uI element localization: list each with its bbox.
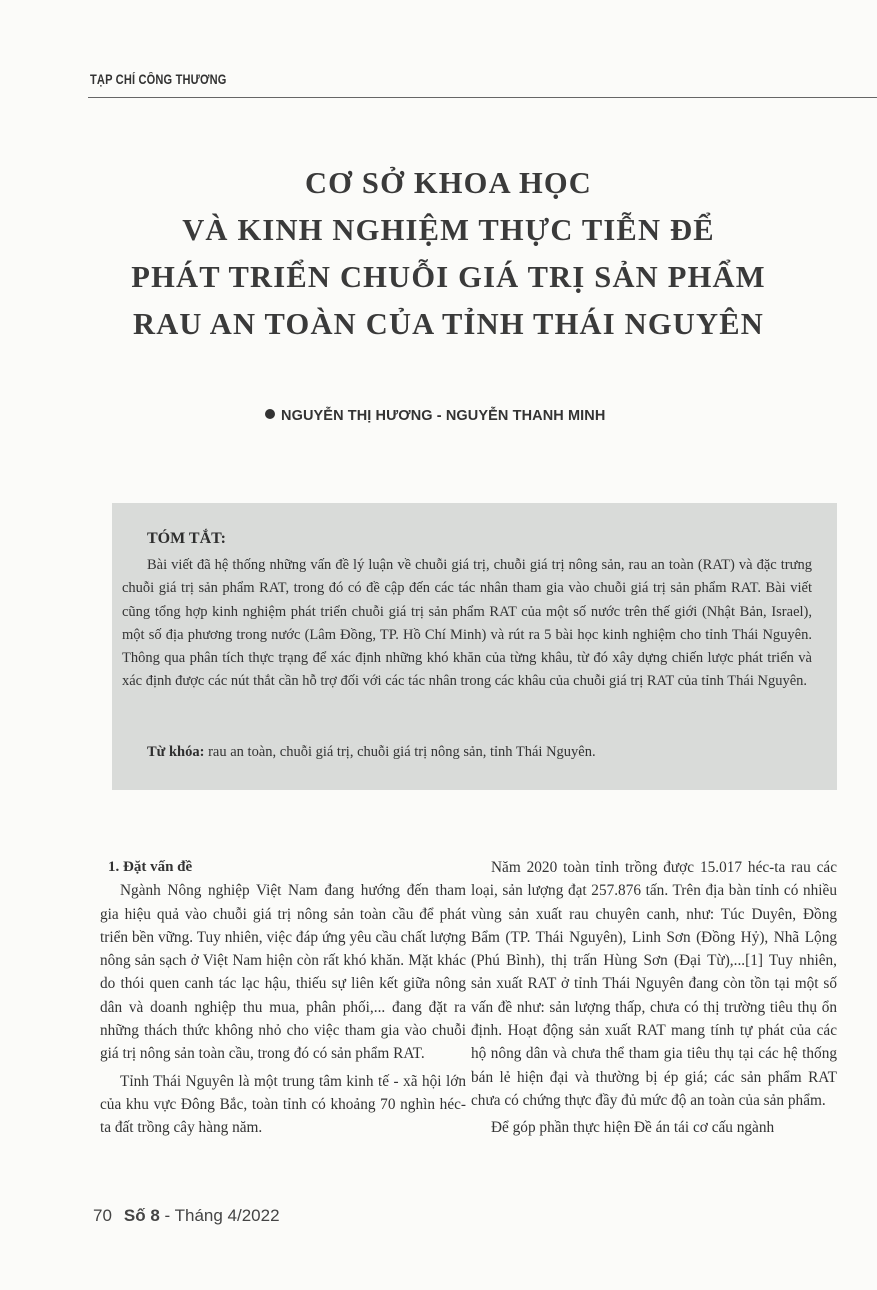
journal-header: TẠP CHÍ CÔNG THƯƠNG: [90, 72, 227, 87]
issue-date: - Tháng 4/2022: [159, 1206, 280, 1225]
header-rule: [88, 97, 877, 98]
issue-label: Số 8: [123, 1206, 160, 1225]
author-names: NGUYỄN THỊ HƯƠNG - NGUYỄN THANH MINH: [281, 408, 606, 424]
abstract-text: Bài viết đã hệ thống những vấn đề lý luận về chuỗi giá trị, chuỗi giá trị nông sản, rau an toàn (RAT) và đặc trưng chuỗi giá trị sản phẩm RAT, trong đó có đề cập đến các tác nhân tham gia vào chuỗi giá trị sản phẩm RAT. Bài viết cũng tổng hợp kinh nghiệm phát triển chuỗi giá trị sản phẩm RAT của một số nước trên thế giới (Nhật Bản, Israel), một số địa phương trong nước (Lâm Đồng, TP. Hồ Chí Minh) và rút ra 5 bài học kinh nghiệm cho tỉnh Thái Nguyên. Thông qua phân tích thực trạng để xác định những khó khăn của từng khâu, từ đó xây dựng chiến lược phát triển và xác định được các nút thắt cần hỗ trợ đối với các tác nhân trong các khâu của chuỗi giá trị RAT của tỉnh Thái Nguyên.: [122, 557, 812, 690]
paragraph: Ngành Nông nghiệp Việt Nam đang hướng đến tham gia hiệu quả vào chuỗi giá trị nông sản toàn cầu để phát triển bền vững. Tuy nhiên, việc đáp ứng yêu cầu chất lượng nông sản sạch ở Việt Nam hiện còn rất khó khăn. Mặt khác do thói quen canh tác lạc hậu, thiếu sự liên kết giữa nông dân và doanh nghiệp thu mua, phân phối,... đang đặt ra những thách thức không nhỏ cho việc tham gia vào chuỗi giá trị nông sản toàn cầu, trong đó có sản phẩm RAT.: [100, 882, 466, 1063]
title-line: PHÁT TRIỂN CHUỖI GIÁ TRỊ SẢN PHẨM: [131, 260, 766, 294]
abstract-heading: TÓM TẮT:: [147, 530, 226, 547]
paragraph: Để góp phần thực hiện Đề án tái cơ cấu ngành: [491, 1119, 775, 1137]
keywords: [147, 741, 817, 764]
title-line: RAU AN TOÀN CỦA TỈNH THÁI NGUYÊN: [132, 307, 764, 341]
bullet-icon: [265, 409, 275, 419]
right-column: [471, 856, 837, 1144]
page-footer: [93, 1206, 280, 1226]
paragraph: Năm 2020 toàn tỉnh trồng được 15.017 héc-ta rau các loại, sản lượng đạt 257.876 tấn. Trên địa bàn tỉnh có nhiều vùng sản xuất rau chuyên canh, như: Túc Duyên, Đồng Bẩm (TP. Thái Nguyên), Linh Sơn (Đồng Hỷ), Nhã Lộng (Phú Bình), thị trấn Hùng Sơn (Đại Từ),...[1] Tuy nhiên, sản xuất RAT ở tỉnh Thái Nguyên đang còn tồn tại một số vấn đề như: sản lượng thấp, chưa có thị trường tiêu thụ ổn định. Hoạt động sản xuất RAT mang tính tự phát của các hộ nông dân và chưa thể tham gia tiêu thụ tại các hệ thống bán lẻ hiện đại và thường bị ép giá; các sản phẩm RAT chưa có chứng thực đầy đủ mức độ an toàn của sản phẩm.: [471, 859, 837, 1109]
left-column: [100, 856, 466, 1144]
title-line: VÀ KINH NGHIỆM THỰC TIỄN ĐỂ: [182, 213, 715, 247]
author-line: [265, 408, 605, 424]
section-heading: 1. Đặt vấn đề: [108, 859, 193, 875]
title-line: CƠ SỞ KHOA HỌC: [304, 166, 593, 200]
keywords-label: Từ khóa:: [147, 744, 205, 760]
page-number: 70: [93, 1206, 112, 1225]
keywords-text: rau an toàn, chuỗi giá trị, chuỗi giá trị nông sản, tỉnh Thái Nguyên.: [204, 744, 596, 760]
paragraph: Tỉnh Thái Nguyên là một trung tâm kinh tế - xã hội lớn của khu vực Đông Bắc, toàn tỉnh có khoảng 70 nghìn héc-ta đất trồng cây hàng năm.: [100, 1072, 466, 1137]
article-title: [60, 160, 837, 348]
